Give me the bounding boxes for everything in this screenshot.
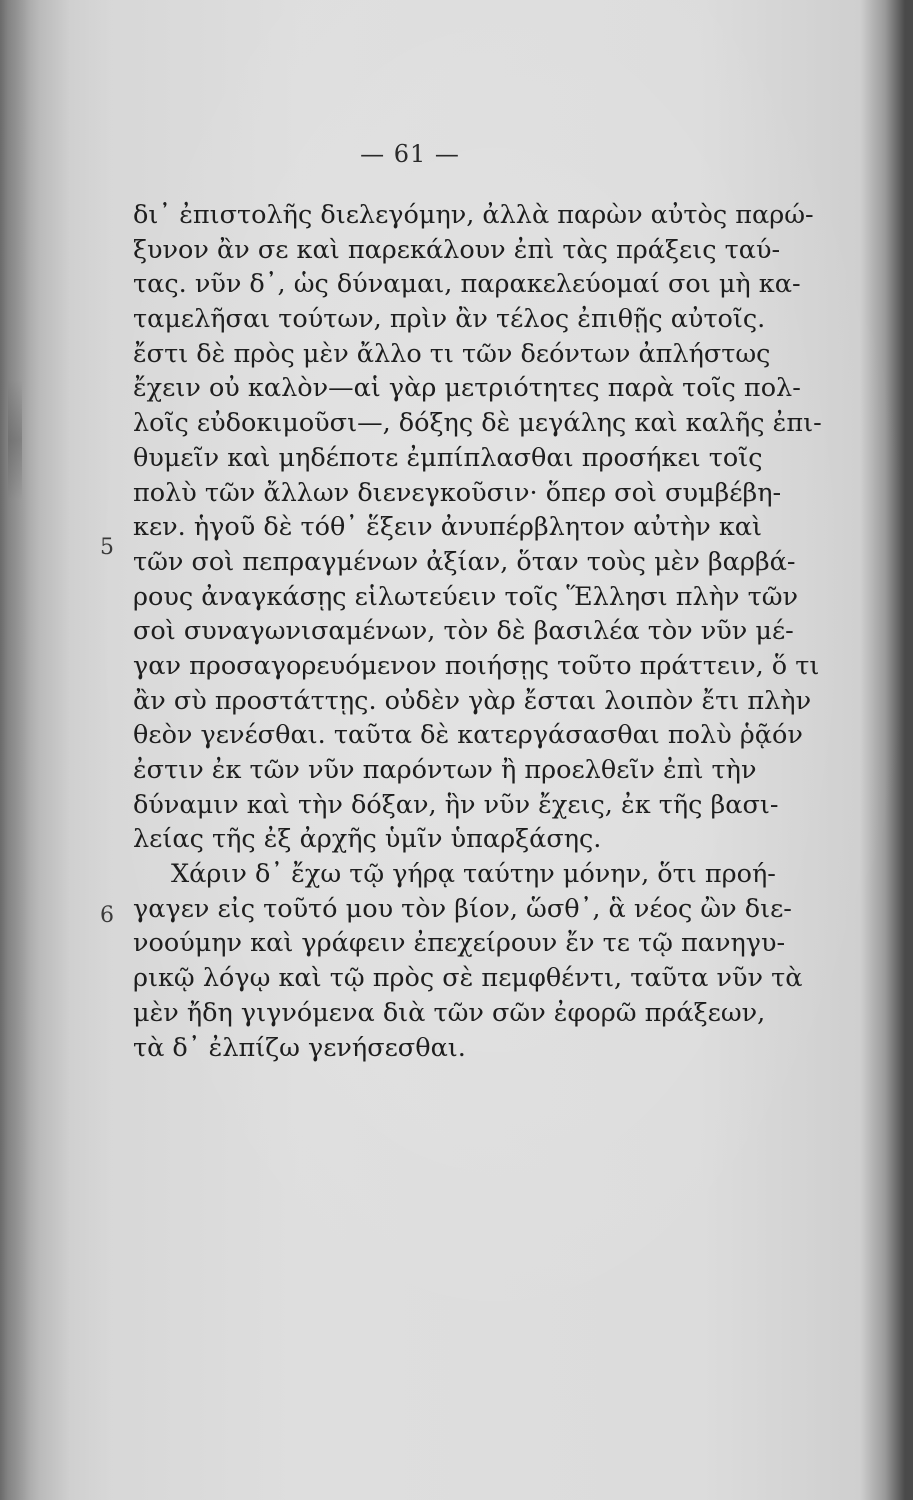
text-line: ἔστι δὲ πρὸς μὲν ἄλλο τι τῶν δεόντων ἀπλήστως	[133, 338, 771, 369]
text-line: ἂν σὺ προστάττῃς. οὐδὲν γὰρ ἔσται λοιπὸν ἔτι πλὴν	[133, 685, 812, 716]
text-line: ταμελῆσαι τούτων, πρὶν ἂν τέλος ἐπιθῇς αὐτοῖς.	[133, 304, 766, 335]
text-line: τῶν σοὶ πεπραγμένων ἀξίαν, ὅταν τοὺς μὲν βαρβά-	[133, 546, 796, 577]
text-line: ρους ἀναγκάσῃς εἱλωτεύειν τοῖς Ἕλλησι πλὴν τῶν	[133, 581, 798, 612]
margin-section-number-6: 6	[100, 903, 114, 928]
text-line: μὲν ἤδη γιγνόμενα διὰ τῶν σῶν ἐφορῶ πράξεων,	[133, 997, 766, 1028]
text-line: κεν. ἡγοῦ δὲ τόθ᾽ ἕξειν ἀνυπέρβλητον αὐτὴν καὶ	[133, 512, 762, 543]
text-line: γαν προσαγορευόμενον ποιήσῃς τοῦτο πράττειν, ὅ τι	[133, 650, 820, 681]
text-line: νοούμην καὶ γράφειν ἐπεχείρουν ἔν τε τῷ πανηγυ-	[133, 928, 786, 959]
text-line: γαγεν εἰς τοῦτό μου τὸν βίον, ὥσθ᾽, ἃ νέος ὢν διε-	[133, 893, 792, 924]
text-line: λοῖς εὐδοκιμοῦσι—, δόξης δὲ μεγάλης καὶ καλῆς ἐπι-	[133, 408, 822, 439]
text-line: τὰ δ᾽ ἐλπίζω γενήσεσθαι.	[133, 1032, 466, 1063]
margin-section-number-5: 5	[100, 535, 114, 560]
page-number: — 61 —	[360, 140, 460, 168]
text-line: ρικῷ λόγῳ καὶ τῷ πρὸς σὲ πεμφθέντι, ταῦτα νῦν τὰ	[133, 963, 803, 994]
text-line: θεὸν γενέσθαι. ταῦτα δὲ κατεργάσασθαι πολὺ ῥᾷόν	[133, 720, 803, 751]
body-text	[133, 198, 822, 1065]
text-line: τας. νῦν δ᾽, ὡς δύναμαι, παρακελεύομαί σοι μὴ κα-	[133, 269, 801, 300]
text-line: θυμεῖν καὶ μηδέποτε ἐμπίπλασθαι προσήκει τοῖς	[133, 442, 763, 473]
text-line: δι᾽ ἐπιστολῆς διελεγόμην, ἀλλὰ παρὼν αὐτὸς παρώ-	[133, 200, 814, 230]
text-line: πολὺ τῶν ἄλλων διενεγκοῦσιν· ὅπερ σοὶ συμβέβη-	[133, 477, 782, 508]
text-line: λείας τῆς ἐξ ἀρχῆς ὑμῖν ὑπαρξάσης.	[133, 824, 602, 855]
text-line: Χάριν δ᾽ ἔχω τῷ γήρᾳ ταύτην μόνην, ὅτι προή-	[171, 859, 776, 890]
page-stain	[8, 380, 22, 500]
text-line: δύναμιν καὶ τὴν δόξαν, ἣν νῦν ἔχεις, ἐκ τῆς βασι-	[133, 789, 779, 820]
text-line: ἐστιν ἐκ τῶν νῦν παρόντων ἢ προελθεῖν ἐπὶ τὴν	[133, 755, 757, 785]
text-line: σοὶ συναγωνισαμένων, τὸν δὲ βασιλέα τὸν νῦν μέ-	[133, 616, 794, 647]
text-line: ξυνον ἂν σε καὶ παρεκάλουν ἐπὶ τὰς πράξεις ταύ-	[133, 234, 781, 265]
text-line: ἔχειν οὐ καλὸν—αἱ γὰρ μετριότητες παρὰ τοῖς πολ-	[133, 373, 801, 404]
